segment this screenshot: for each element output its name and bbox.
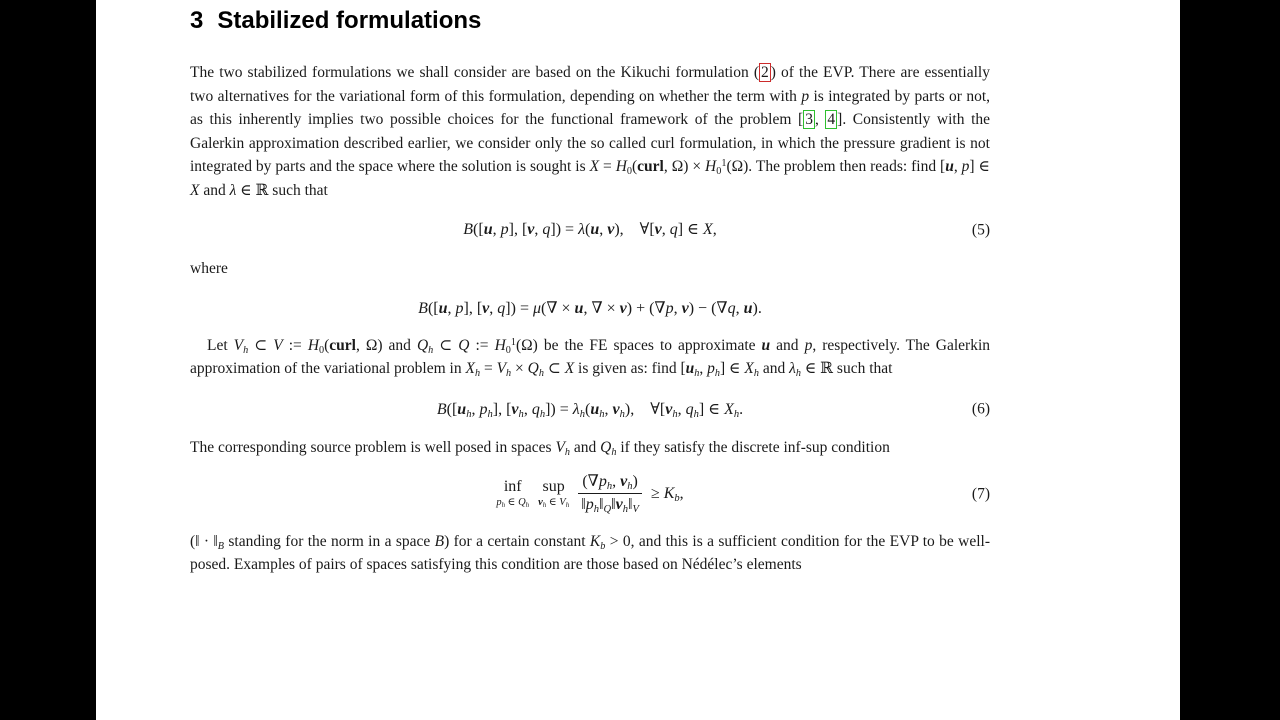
text-run: and [199, 181, 230, 199]
text-run: h [694, 367, 700, 379]
text-run: ( [632, 158, 638, 175]
text-run: v [681, 300, 689, 317]
paper-content [190, 0, 990, 577]
text-run: × [511, 360, 528, 377]
text-run: h [714, 367, 721, 379]
text-run: , [673, 300, 682, 317]
text-run: ≥ [650, 484, 664, 502]
text-run: h [542, 501, 547, 509]
text-run: Q [416, 336, 429, 354]
text-run: b [674, 492, 680, 504]
text-run: := [282, 336, 308, 354]
text-run: h [501, 501, 506, 509]
letterbox-right [1180, 0, 1280, 720]
text-run: , [534, 221, 543, 238]
inequality-rhs [651, 482, 684, 506]
equation-bilinear-body [418, 300, 762, 317]
text-run: ([ [446, 400, 458, 418]
text-run: h [474, 367, 481, 379]
text-run: u [590, 400, 600, 418]
text-run: q [669, 221, 678, 238]
text-run: u [945, 158, 954, 175]
text-run: q [497, 300, 506, 317]
text-run: , [735, 300, 744, 317]
text-run: ], [ [508, 221, 528, 238]
text-run: v [619, 300, 627, 317]
text-run: h [619, 408, 625, 420]
text-run: p [585, 496, 594, 513]
text-run: h [538, 367, 544, 379]
text-run: ), [614, 221, 624, 238]
text-run: ∈ ℝ such that [236, 181, 328, 199]
text-run: u [574, 300, 584, 317]
text-run: , [492, 221, 501, 238]
text-run: ) of the EVP. There are essentially two alternatives for the variational form of this formulation, depending on whether the term with [190, 64, 990, 105]
text-run: V [555, 439, 565, 456]
text-run: 0 [505, 344, 511, 356]
text-run: , [523, 400, 532, 418]
text-run: V [559, 496, 566, 508]
text-run: ∀[ [623, 221, 655, 238]
text-run: (Ω). The problem then reads: find [ [726, 158, 946, 175]
text-run: B [436, 400, 447, 418]
text-run: , [953, 158, 962, 175]
text-run: X [190, 181, 200, 199]
inf-limit [496, 497, 529, 508]
letterbox-left [0, 0, 96, 720]
paragraph-norm-remark [190, 530, 990, 577]
text-run: h [606, 481, 613, 493]
text-run: The two stabilized formulations we shall consider are based on the Kikuchi formulation ( [190, 64, 759, 81]
text-run: = [599, 158, 616, 175]
text-run: h [525, 501, 530, 509]
section-number: 3 [190, 7, 204, 34]
text-run: ). [752, 300, 762, 317]
text-run: λ [229, 181, 237, 199]
text-run: h [579, 408, 585, 420]
text-run: , [699, 360, 708, 377]
text-run: B [434, 532, 445, 550]
text-run: μ [532, 300, 541, 317]
text-run: Q [600, 439, 612, 456]
text-run: h [795, 367, 801, 379]
text-run: , [712, 221, 717, 238]
text-run: H [307, 336, 320, 354]
paragraph-intro [190, 61, 990, 202]
text-run: ( [324, 336, 330, 354]
text-run: p [801, 87, 810, 105]
text-run: X [744, 360, 754, 377]
equation-7-tag: (7) [971, 484, 990, 502]
citation-link[interactable]: 4 [827, 111, 836, 128]
text-run: X [465, 360, 475, 377]
inf-operator [496, 479, 529, 508]
text-run: (∇ [582, 473, 599, 491]
text-run: Let [207, 336, 234, 354]
text-run: u [761, 336, 771, 354]
text-run: V [273, 336, 283, 354]
text-run: ‖ [581, 496, 586, 513]
text-run: h [539, 408, 546, 420]
text-run: , [489, 300, 498, 317]
paragraph-infsup-intro [190, 436, 990, 460]
text-run: , [447, 300, 456, 317]
text-run: ], [ [463, 300, 483, 317]
text-run: = [480, 360, 497, 377]
text-run: u [590, 221, 600, 238]
text-run: h [733, 408, 740, 420]
text-run: ‖ [627, 496, 633, 513]
paper-page [96, 0, 1180, 720]
text-run: ‖ [611, 496, 616, 513]
text-run: h [243, 344, 249, 356]
text-run: ] ∈ [969, 158, 991, 175]
text-run: v [607, 221, 615, 238]
text-run: Q [527, 360, 539, 377]
text-run: h [611, 446, 617, 458]
text-run: 0 [319, 344, 325, 356]
text-run: 1 [721, 157, 727, 169]
text-run: p [707, 360, 715, 377]
text-run: ) + (∇ [626, 300, 666, 317]
text-run: v [482, 300, 490, 317]
text-run: ⊂ [543, 360, 565, 377]
where-text: where [190, 259, 228, 277]
text-run: h [564, 446, 571, 458]
text-run: ∈ [546, 496, 560, 508]
text-run: K [589, 532, 601, 550]
text-run: X [702, 221, 713, 238]
text-run: V [233, 336, 244, 354]
citation-link[interactable]: 2 [761, 64, 769, 81]
text-run: H [494, 336, 506, 354]
text-run: 0 [716, 165, 722, 177]
text-run: q [727, 300, 736, 317]
text-run: ) − (∇ [688, 300, 728, 317]
text-run: ⊂ [248, 336, 274, 354]
equation-6-body [437, 401, 743, 418]
text-run: curl [637, 158, 664, 175]
text-run: h [627, 481, 633, 493]
sup-limit [538, 497, 569, 508]
text-run: p [961, 158, 970, 175]
text-run: ]. Consistently with the Galerkin approximation described earlier, we consider only the so called curl formulation, in which the pressure gradient is not integrated by parts and the space where the solution is sought is [190, 111, 991, 175]
text-run: X [564, 360, 575, 377]
text-run: v [527, 221, 535, 238]
text-run: u [743, 300, 753, 317]
text-run: p [665, 300, 674, 317]
text-run: , [471, 400, 480, 418]
text-run: B [418, 300, 428, 317]
text-run: h [506, 367, 512, 379]
text-run: K [663, 484, 675, 502]
text-run: , [599, 221, 608, 238]
text-run: q [685, 400, 694, 418]
text-run: V [496, 360, 507, 377]
text-run: u [438, 300, 448, 317]
text-run: The corresponding source problem is well posed in spaces [190, 439, 556, 456]
text-run: , [612, 473, 621, 491]
text-run: ‖ [598, 496, 604, 513]
text-run: λ [789, 360, 796, 377]
text-run: Q [518, 496, 526, 508]
text-run: h [428, 344, 434, 356]
text-run: , Ω) and [355, 336, 417, 354]
section-title: Stabilized formulations [217, 7, 482, 34]
text-run: p [804, 336, 813, 354]
text-run: h [487, 408, 493, 420]
text-run: X [589, 158, 600, 175]
text-run: and [758, 360, 790, 377]
text-run: v [620, 473, 628, 491]
text-run: ∈ ℝ such that [800, 360, 893, 377]
text-run: curl [329, 336, 356, 354]
text-run: p [496, 496, 502, 508]
text-run: X [724, 400, 734, 418]
text-run: p [598, 473, 607, 491]
text-run: , [661, 221, 670, 238]
text-run: ], [ [492, 400, 512, 418]
text-run: h [672, 408, 678, 420]
text-run: ]) = [545, 400, 573, 418]
text-run: h [593, 503, 599, 515]
text-run: V [632, 503, 639, 515]
sup-word: sup [542, 478, 565, 496]
text-run: v [654, 221, 662, 238]
text-run: h [622, 503, 628, 515]
inf-word: inf [503, 478, 522, 496]
text-run: (Ω) be the FE spaces to approximate [515, 336, 762, 354]
text-run: ] ∈ [720, 360, 745, 377]
text-run: H [705, 158, 717, 175]
text-run: if they satisfy the discrete inf-sup condition [616, 439, 890, 456]
text-run: (‖ · ‖ [190, 532, 218, 550]
text-run: H [615, 158, 627, 175]
text-run: , ∇ × [583, 300, 620, 317]
text-run: λ [572, 400, 580, 418]
text-run: ]) = [505, 300, 533, 317]
equation-5 [190, 218, 990, 242]
equation-7 [190, 470, 990, 518]
text-run: u [457, 400, 467, 418]
text-run: ∈ [505, 496, 519, 508]
equation-6-tag: (6) [971, 400, 990, 418]
text-run: h [466, 408, 472, 420]
fraction-denominator [578, 493, 642, 516]
text-run: h [693, 408, 699, 420]
text-run: q [542, 221, 551, 238]
text-run: , [679, 484, 684, 502]
text-run: ⊂ [433, 336, 459, 354]
equation-5-body [463, 221, 716, 238]
text-run: . [739, 400, 744, 418]
text-run: , respectively. The Galerkin approximation of the variational problem in [190, 336, 991, 377]
text-run: v [511, 400, 519, 418]
text-run: p [455, 300, 464, 317]
sup-operator [538, 479, 569, 508]
text-run: 0 [626, 165, 632, 177]
section-heading [190, 0, 990, 34]
text-run: ( [585, 400, 591, 418]
text-run: u [685, 360, 695, 377]
text-run: q [531, 400, 540, 418]
text-run: , [677, 400, 686, 418]
text-run: h [753, 367, 759, 379]
text-run: and [770, 336, 805, 354]
text-run: λ [578, 221, 585, 238]
text-run: b [600, 540, 606, 552]
text-run: v [665, 400, 673, 418]
text-run: , Ω) × [663, 158, 706, 175]
text-run: 1 [510, 336, 516, 348]
text-run: ) [632, 473, 638, 491]
text-run: h [599, 408, 605, 420]
text-run: h [565, 501, 570, 509]
equation-bilinear-form [190, 297, 990, 321]
text-run: := [469, 336, 495, 354]
text-run: v [612, 400, 620, 418]
equation-7-body [190, 470, 990, 518]
equation-6 [190, 398, 990, 422]
text-run: Q [458, 336, 470, 354]
text-run: is given as: find [ [574, 360, 686, 377]
paragraph-galerkin [190, 334, 990, 381]
text-run: B [217, 540, 225, 552]
text-run: h [518, 408, 524, 420]
equation-5-tag: (5) [971, 221, 990, 238]
text-run: is integrated by parts or not, as this inherently implies two possible choices for the functional framework of the problem [ [190, 87, 990, 128]
text-run: p [500, 221, 509, 238]
text-run: ) for a certain constant [444, 532, 590, 550]
text-run: u [483, 221, 493, 238]
citation-link[interactable]: 3 [805, 111, 813, 128]
text-run: Q [603, 503, 612, 515]
text-run: , [604, 400, 613, 418]
text-run: standing for the norm in a space [224, 532, 435, 550]
text-run: B [463, 221, 474, 238]
text-run: v [615, 496, 623, 513]
text-run: ( [585, 221, 591, 238]
text-run: ([ [473, 221, 484, 238]
text-run: and [570, 439, 601, 456]
fraction [578, 471, 642, 515]
text-run: ([ [427, 300, 439, 317]
text-run: ]) = [550, 221, 579, 238]
text-run: (∇ × [541, 300, 575, 317]
text-run: > 0, and this is a sufficient condition for the EVP to be well-posed. Examples of pairs of spaces satisfying this condition are those based on Nédélec’s elements [190, 532, 991, 573]
text-run: ] ∈ [698, 400, 725, 418]
text-run: v [538, 496, 543, 508]
text-run: ∀[ [634, 400, 666, 418]
text-run: ), [624, 400, 635, 418]
text-run: , [814, 111, 826, 128]
fraction-numerator [579, 471, 641, 493]
text-run: p [479, 400, 488, 418]
text-run: ] ∈ [677, 221, 703, 238]
